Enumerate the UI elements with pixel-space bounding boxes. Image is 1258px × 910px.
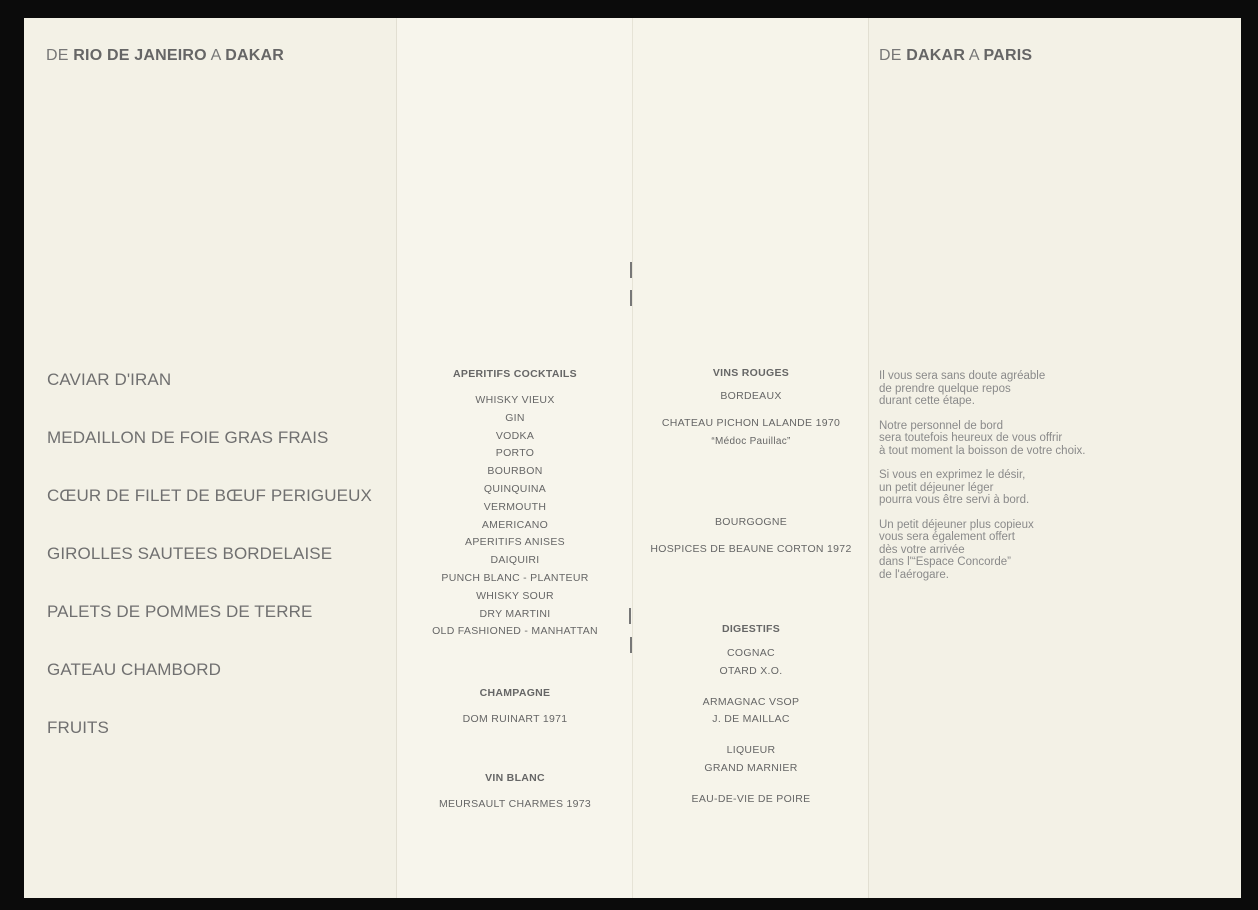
panel-dakar-paris — [868, 18, 1241, 898]
vin-blanc-section — [397, 772, 633, 814]
route-prefix: DE — [46, 47, 69, 64]
aperitif-item: DRY MARTINI — [479, 607, 551, 620]
aperitif-item: APERITIFS ANISES — [465, 536, 565, 549]
aperitif-item: PORTO — [495, 447, 535, 460]
note-paragraph: Notre personnel de bord sera toutefois heureux de vous offrir à tout moment la boisson de votre choix. — [879, 419, 1086, 457]
bordeaux-wine: CHATEAU PICHON LALANDE 1970 — [661, 416, 841, 429]
staple — [629, 608, 631, 624]
champagne-title: CHAMPAGNE — [479, 687, 551, 699]
vin-blanc-title: VIN BLANC — [485, 772, 545, 784]
staple — [630, 637, 632, 653]
aperitif-item: VERMOUTH — [483, 500, 547, 513]
digestif-item: COGNAC — [727, 647, 775, 659]
aperitif-item: PUNCH BLANC - PLANTEUR — [441, 571, 589, 584]
dish-item: CAVIAR D'IRAN — [47, 370, 172, 389]
bordeaux-sub: “Médoc Pauillac” — [711, 435, 791, 447]
aperitif-item: AMERICANO — [481, 518, 549, 531]
stopover-note — [879, 370, 1219, 593]
note-paragraph: Un petit déjeuner plus copieux vous sera également offert dès votre arrivée dans l'“Espace Concorde” de l'aérogare. — [879, 518, 1034, 581]
aperitif-item: GIN — [505, 411, 525, 424]
digestif-item: GRAND MARNIER — [704, 761, 798, 774]
champagne-item: DOM RUINART 1971 — [462, 713, 568, 725]
staple — [630, 290, 632, 306]
digestif-item: EAU-DE-VIE DE POIRE — [691, 792, 811, 805]
dish-item: MEDAILLON DE FOIE GRAS FRAIS — [47, 428, 329, 447]
route-to: DAKAR — [225, 47, 284, 64]
aperitif-item: BOURBON — [487, 465, 543, 478]
route-joiner: A — [210, 47, 221, 64]
digestifs-section — [633, 623, 869, 809]
champagne-section — [397, 687, 633, 729]
route-joiner: A — [968, 47, 979, 64]
route-from: RIO DE JANEIRO — [73, 47, 207, 64]
aperitifs-section — [397, 368, 633, 641]
route-heading-dakar-paris — [879, 47, 1032, 65]
vins-rouges-title: VINS ROUGES — [712, 367, 790, 379]
aperitif-item: VODKA — [495, 429, 535, 442]
digestif-item: ARMAGNAC VSOP — [702, 695, 800, 708]
dish-item: GATEAU CHAMBORD — [47, 660, 222, 679]
digestif-item: J. DE MAILLAC — [712, 713, 790, 726]
note-paragraph: Si vous en exprimez le désir, un petit déjeuner léger pourra vous être servi à bord. — [879, 469, 1030, 506]
dish-item: PALETS DE POMMES DE TERRE — [47, 602, 313, 621]
aperitif-item: QUINQUINA — [483, 482, 547, 495]
staple — [630, 262, 632, 278]
digestifs-title: DIGESTIFS — [721, 623, 781, 635]
dish-item: CŒUR DE FILET DE BŒUF PERIGUEUX — [47, 486, 372, 505]
panel-vins-digestifs — [632, 18, 869, 898]
bourgogne-label: BOURGOGNE — [714, 516, 788, 528]
dish-item: FRUITS — [47, 718, 109, 737]
digestif-item: LIQUEUR — [726, 744, 776, 757]
menu-sheet — [24, 18, 1240, 898]
aperitifs-title: APERITIFS COCKTAILS — [453, 368, 577, 380]
route-prefix: DE — [879, 47, 902, 64]
panel-aperitifs — [396, 18, 633, 898]
route-to: PARIS — [983, 47, 1033, 64]
panel-rio-dakar — [24, 18, 396, 898]
bordeaux-label: BORDEAUX — [720, 390, 782, 402]
vin-blanc-item: MEURSAULT CHARMES 1973 — [438, 798, 592, 810]
aperitif-item: WHISKY SOUR — [476, 589, 554, 602]
note-paragraph: Il vous sera sans doute agréable de prendre quelque repos durant cette étape. — [879, 370, 1046, 407]
vins-rouges-section — [633, 367, 869, 450]
route-heading-rio-dakar — [46, 47, 284, 65]
dish-item: GIROLLES SAUTEES BORDELAISE — [47, 544, 333, 563]
bourgogne-wine: HOSPICES DE BEAUNE CORTON 1972 — [650, 542, 852, 555]
aperitif-item: OLD FASHIONED - MANHATTAN — [432, 625, 598, 638]
dish-list — [47, 370, 372, 776]
aperitif-item: DAIQUIRI — [490, 554, 540, 567]
aperitif-item: WHISKY VIEUX — [475, 394, 555, 406]
route-from: DAKAR — [906, 47, 966, 64]
bourgogne-section — [633, 514, 869, 559]
digestif-item: OTARD X.O. — [719, 664, 783, 677]
